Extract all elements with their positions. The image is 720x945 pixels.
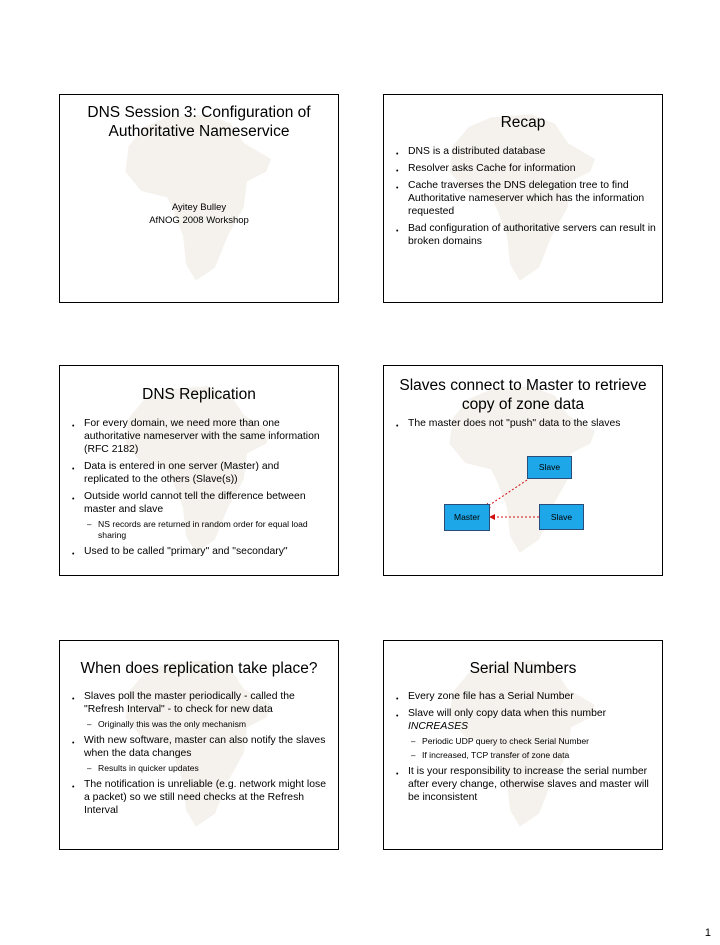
list-item: • Bad configuration of authoritative servers can result in broken domains [396,222,658,248]
list-item: • Outside world cannot tell the difference between master and slave [72,490,320,516]
list-item: • DNS is a distributed database [396,145,658,158]
slide-title: Slaves connect to Master to retrieve copy of zone data [399,377,647,413]
slide-title: Recap [500,114,546,131]
list-item: • The notification is unreliable (e.g. network might lose a packet) so we still need checks at the Refresh Interval [72,778,328,817]
sub-list-item: – Results in quicker updates [72,763,328,774]
event-name: AfNOG 2008 Workshop [149,215,249,226]
slide-3 [59,365,339,576]
sub-list-item: – Periodic UDP query to check Serial Number [396,736,658,747]
replication-arrows [384,366,663,576]
list-item: • Slaves poll the master periodically - called the "Refresh Interval" - to check for new data [72,690,328,716]
list-item [396,707,658,733]
arrow-slave-top-to-master [485,480,527,508]
slide-1 [59,94,339,303]
slave-top-node: Slave [527,456,572,479]
sub-list-item: – If increased, TCP transfer of zone data [396,750,658,761]
list-item: • Every zone file has a Serial Number [396,690,658,703]
sub-list-item: – Originally this was the only mechanism [72,719,328,730]
slide-6 [383,640,663,850]
slide-title: DNS Replication [142,386,256,403]
slide-title: DNS Session 3: Configuration of Authoritative Nameservice [87,104,311,140]
list-item: • Used to be called "primary" and "secondary" [72,545,320,558]
slide-2 [383,94,663,303]
author-name: Ayitey Bulley [171,202,227,213]
bullet-list [396,145,658,252]
slide-title: Serial Numbers [469,660,577,677]
slide-4 [383,365,663,576]
slave-right-node: Slave [539,504,584,530]
bullet-list [72,690,328,821]
list-item: • It is your responsibility to increase the serial number after every change, otherwise slaves and master will be inconsistent [396,765,658,804]
list-item: • For every domain, we need more than one authoritative nameserver with the same information (RFC 2182) [72,417,320,456]
sub-list-item: – NS records are returned in random order for equal load sharing [72,519,320,541]
list-item: • Cache traverses the DNS delegation tree to find Authoritative nameserver which has the information requested [396,179,658,218]
slide-5 [59,640,339,850]
emphasis-text: INCREASES [408,721,469,732]
bullet-list [72,417,320,562]
list-item: • With new software, master can also notify the slaves when the data changes [72,734,328,760]
master-node: Master [444,504,490,531]
page-number: 1 [704,927,711,939]
list-item-text: Slave will only copy data when this number [408,708,607,719]
slide-title: When does replication take place? [80,660,318,677]
list-item: • Resolver asks Cache for information [396,162,658,175]
bullet-list [396,690,658,808]
list-item: • The master does not "push" data to the slaves [396,417,658,430]
list-item: • Data is entered in one server (Master) and replicated to the others (Slave(s)) [72,460,320,486]
